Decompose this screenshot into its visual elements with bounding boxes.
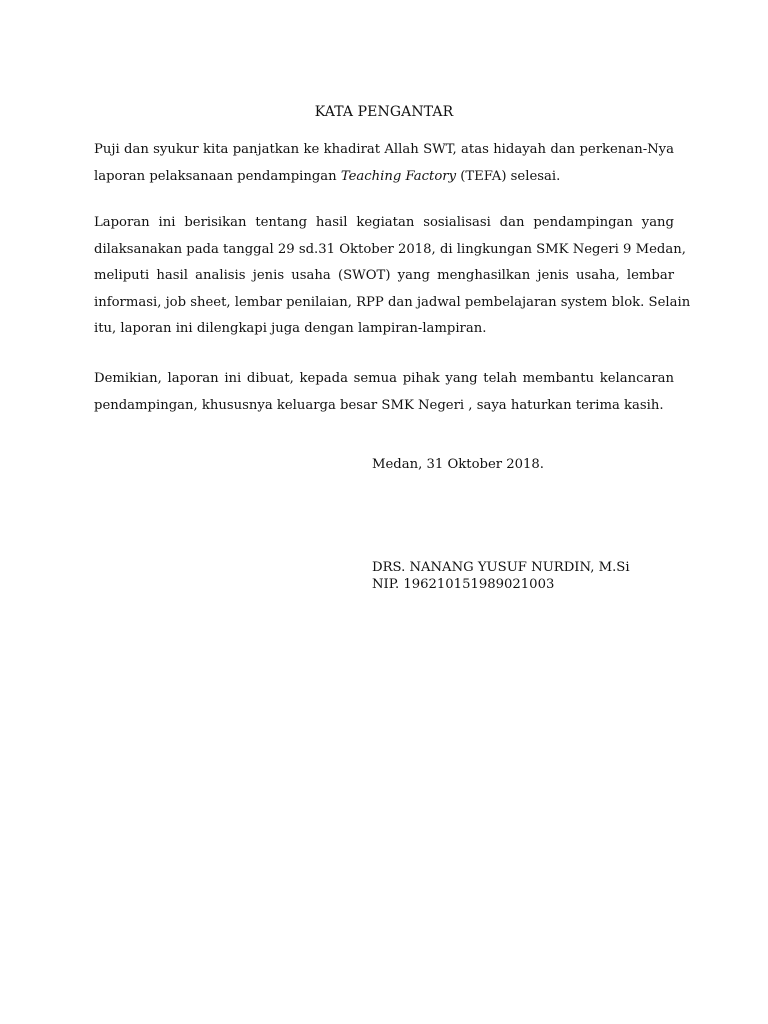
paragraph-line: informasi, job sheet, lembar penilaian, RPP dan jadwal pembelajaran system blok. Selain [94, 294, 691, 310]
document-title: KATA PENGANTAR [314, 104, 454, 120]
place-and-date: Medan, 31 Oktober 2018. [372, 457, 544, 472]
signer-name: DRS. NANANG YUSUF NURDIN, M.Si [372, 560, 630, 575]
paragraph-line: Laporan ini berisikan tentang hasil kegiatan sosialisasi dan pendampingan yang [94, 215, 674, 230]
paragraph-report-content [94, 210, 691, 343]
italic-term: Teaching Factory [340, 168, 457, 184]
paragraph-line: dilaksanakan pada tanggal 29 sd.31 Oktober 2018, di lingkungan SMK Negeri 9 Medan, [94, 241, 686, 257]
paragraph-opening [94, 137, 674, 190]
text-segment: laporan pelaksanaan pendampingan [94, 168, 341, 184]
signer-nip: NIP. 196210151989021003 [372, 577, 555, 592]
paragraph-closing [94, 366, 674, 419]
paragraph-line: meliputi hasil analisis jenis usaha (SWOT) yang menghasilkan jenis usaha, lembar [94, 268, 674, 283]
paragraph-line: pendampingan, khususnya keluarga besar SMK Negeri , saya haturkan terima kasih. [94, 397, 664, 413]
paragraph-line [94, 164, 674, 191]
text-segment: (TEFA) selesai. [456, 168, 561, 184]
paragraph-line: itu, laporan ini dilengkapi juga dengan lampiran-lampiran. [94, 321, 487, 336]
paragraph-line: Puji dan syukur kita panjatkan ke khadirat Allah SWT, atas hidayah dan perkenan-Nya [94, 142, 674, 157]
paragraph-line: Demikian, laporan ini dibuat, kepada semua pihak yang telah membantu kelancaran [94, 371, 674, 386]
